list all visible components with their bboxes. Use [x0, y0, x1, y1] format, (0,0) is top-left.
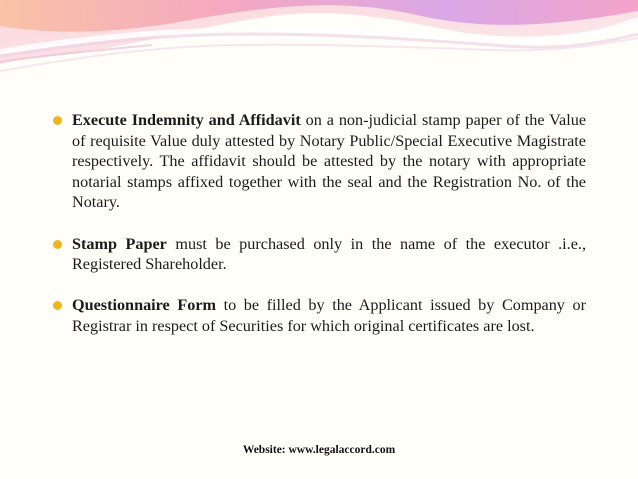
- decorative-header-waves: [0, 0, 638, 80]
- bullet-lead: Stamp Paper: [72, 234, 167, 253]
- bullet-marker: [53, 116, 62, 125]
- bullet-item-stamp-paper: [48, 234, 586, 275]
- bullet-lead: Questionnaire Form: [72, 296, 216, 315]
- bullet-list: [48, 110, 586, 337]
- bullet-text: must be purchased only in the name of the executor .i.e., Registered Shareholder.: [72, 234, 587, 274]
- website-footer: Website: www.legalaccord.com: [242, 444, 396, 456]
- bullet-text: on a non-judicial stamp paper of the Value of requisite Value duly attested by Notary Public/Special Executive Magistrate respectively. The affidavit should be attested by the notary with appropriate notarial stamps affixed together with the seal and the Registration No. of the Notary.: [72, 111, 586, 212]
- bullet-marker: [53, 240, 62, 249]
- bullet-marker: [53, 301, 62, 310]
- bullet-lead: Execute Indemnity and Affidavit: [72, 111, 301, 129]
- bullet-item-questionnaire-form: [48, 295, 586, 336]
- bullet-item-indemnity-affidavit: [48, 110, 586, 213]
- bullet-text: to be filled by the Applicant issued by Company or Registrar in respect of Securities for which original certificates are lost.: [72, 296, 586, 335]
